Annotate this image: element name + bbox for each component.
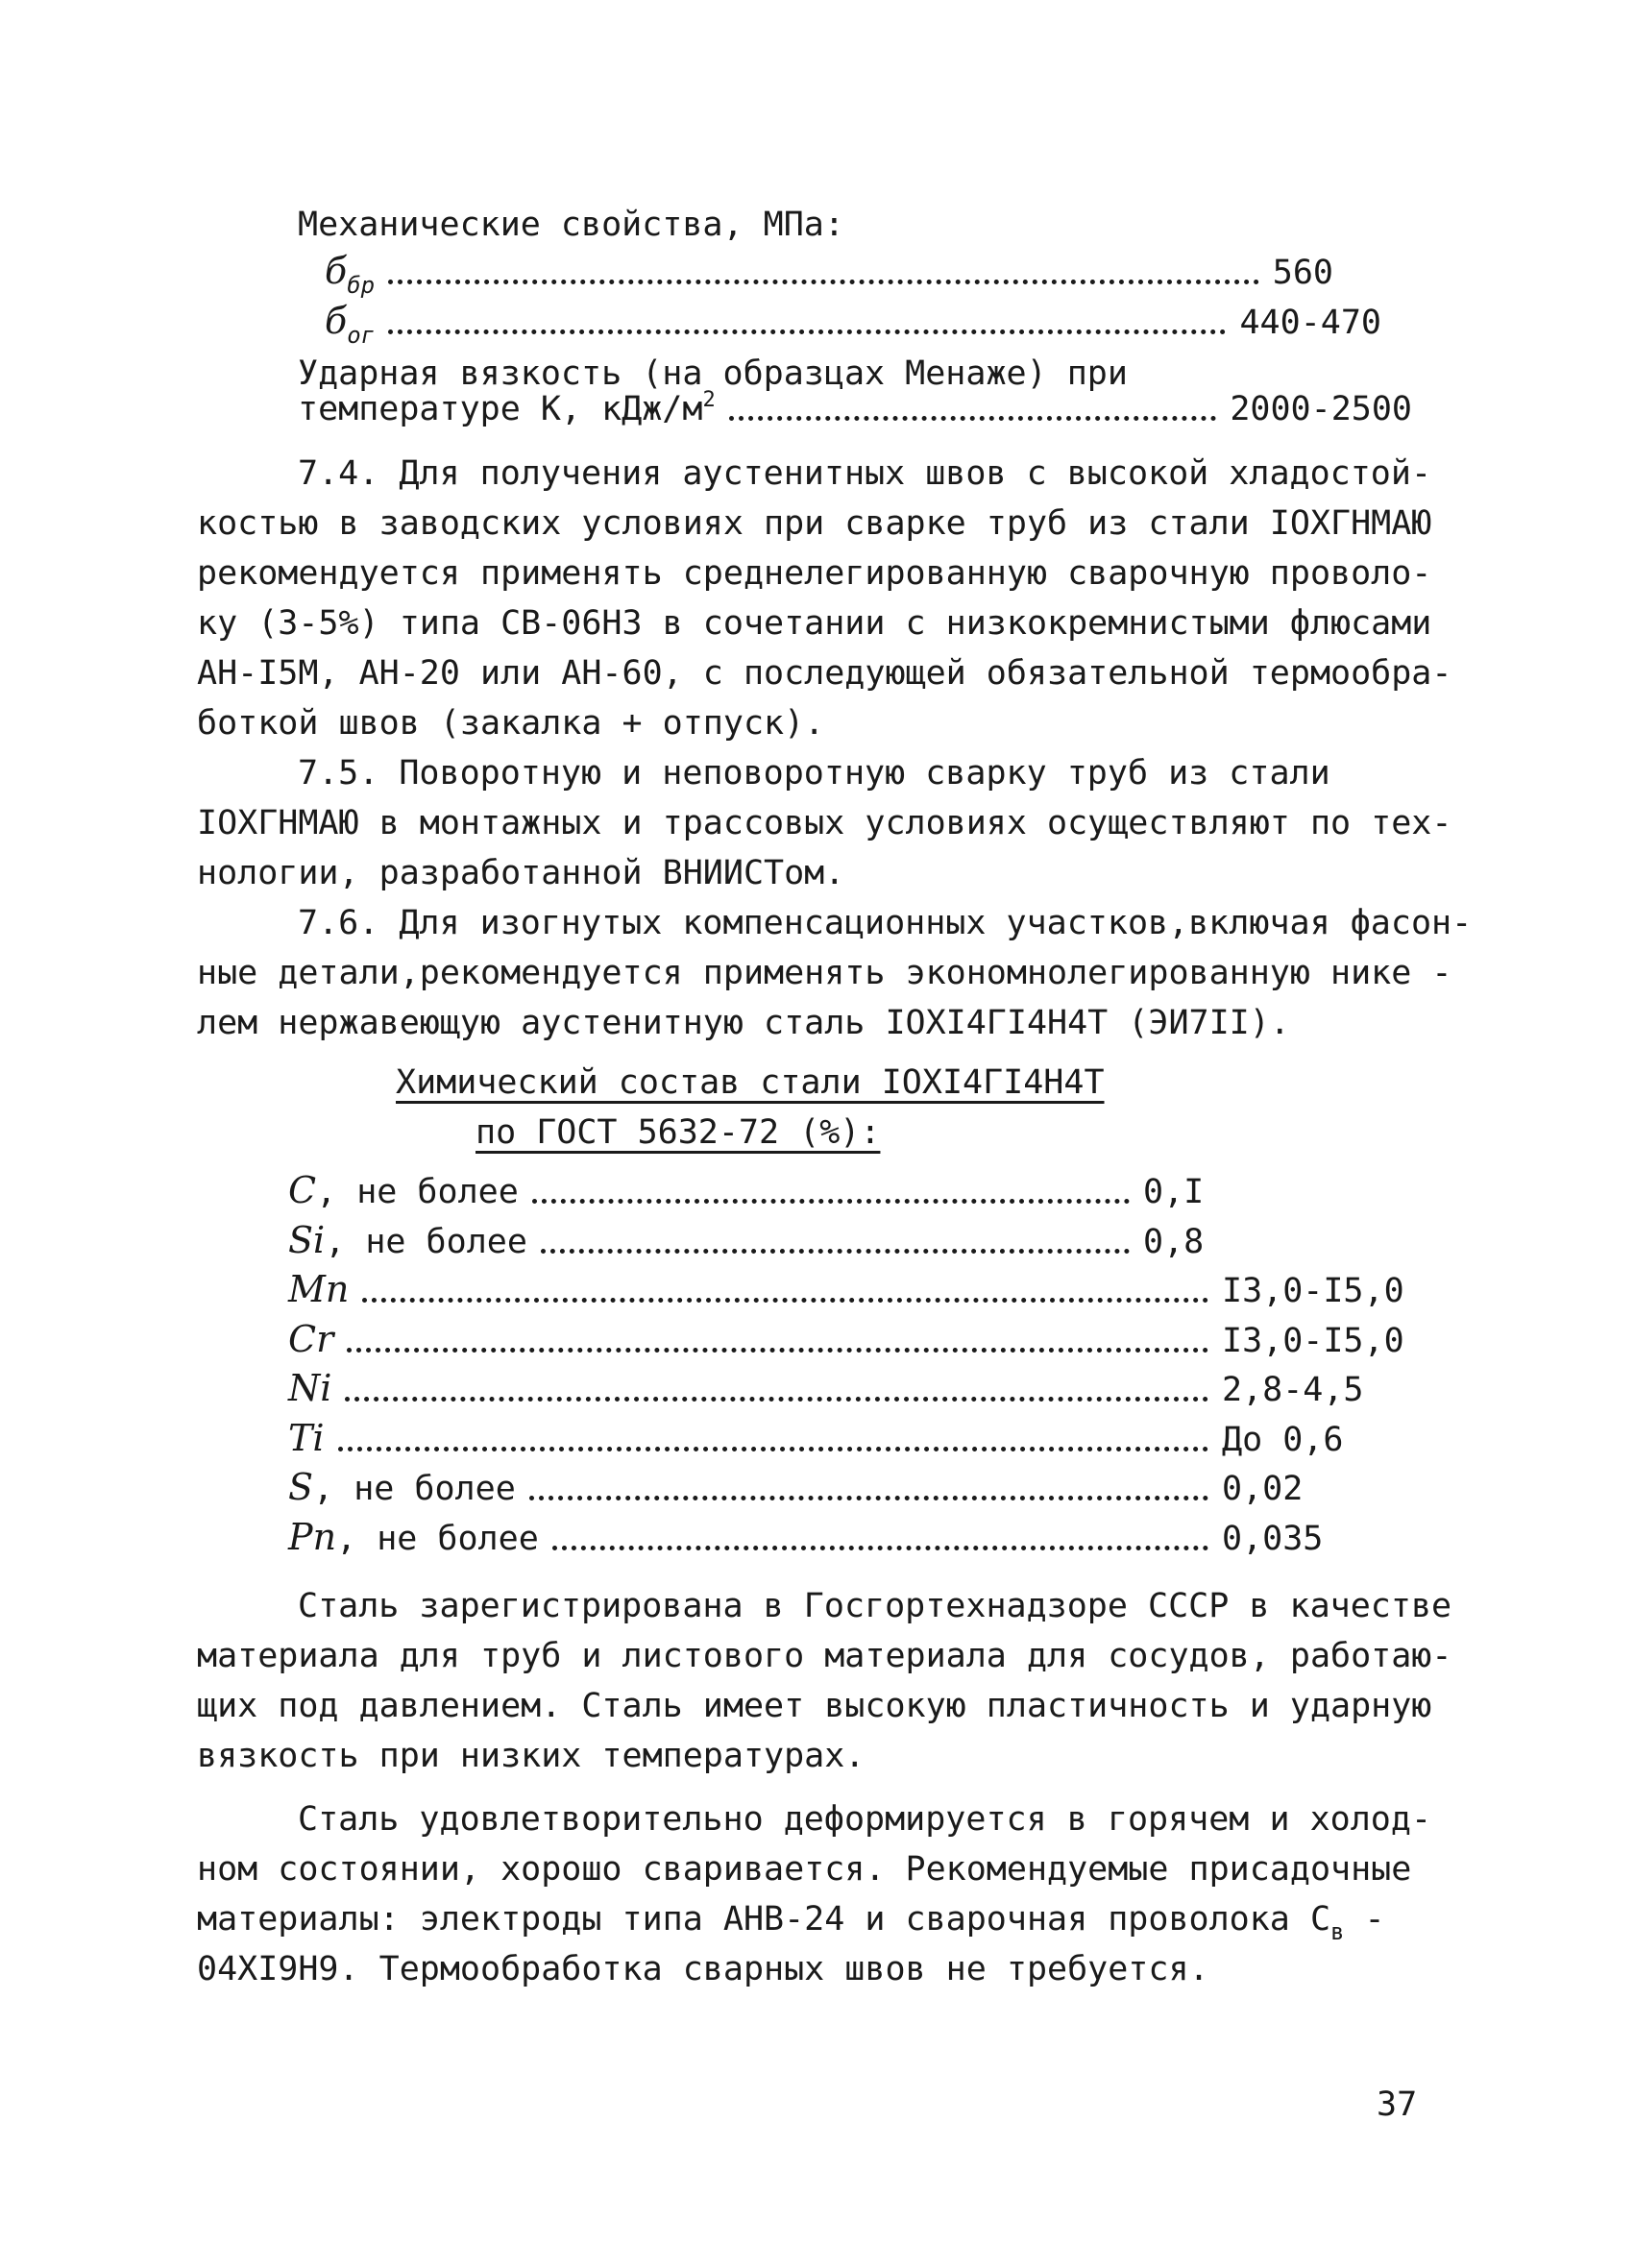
chem-row [288,1518,1414,1556]
impact-value: 2000-2500 [1230,390,1412,428]
element-value: До 0,6 [1222,1421,1344,1459]
p75-line: нологии, разработанной ВНИИСТом. [197,854,845,892]
mech-heading: Механические свойства, МПа: [298,206,844,244]
def-line: ном состоянии, хорошо сваривается. Рекомендуемые присадочные [197,1850,1412,1889]
impact-line-2: температуре К, кДж/м [298,390,703,428]
p74-line: ку (3-5%) типа СВ-06НЗ в сочетании с низкокремнистыми флюсами [197,604,1432,643]
element-value: 0,02 [1222,1470,1304,1508]
dot-leader [552,1546,1208,1550]
mech-row [325,300,1381,349]
wire-subscript: в [1330,1918,1345,1945]
def-line-3 [197,1900,1385,1945]
p76-line: ные детали,рекомендуется применять экономнолегированную нике - [197,954,1452,992]
element-value: 0,I [1143,1173,1205,1211]
chem-row [288,1320,1414,1358]
dot-leader [345,1397,1208,1402]
def-line: Сталь удовлетворительно деформируется в горячем и холод- [298,1800,1432,1839]
element-note: , не более [316,1173,519,1211]
def-line: 04ХI9Н9. Термообработка сварных швов не требуется. [197,1950,1209,1988]
dot-leader [529,1496,1208,1500]
chem-row [288,1369,1414,1407]
impact-line-1: Ударная вязкость (на образцах Менаже) при [298,354,1128,393]
mech-value: 440-470 [1239,304,1381,342]
element-symbol: Cr [288,1318,334,1360]
p74-line: костью в заводских условиях при сварке труб из стали IОХГНМАЮ [197,504,1432,543]
element-note: , не более [325,1223,527,1261]
def-line-3-end: - [1344,1900,1385,1939]
chem-row [288,1419,1414,1457]
p75-line: 7.5. Поворотную и неповоротную сварку труб из стали [298,754,1330,793]
sigma-symbol: б [325,300,348,342]
dot-leader [388,280,1259,284]
p74-line: рекомендуется применять среднелегированную сварочную проволо- [197,554,1432,593]
element-note: , не более [336,1520,539,1558]
element-symbol: Ti [288,1417,325,1459]
chem-row [288,1171,1335,1209]
chem-row [288,1221,1335,1259]
sigma-subscript: бр [347,272,376,299]
sigma-symbol: б [325,250,348,292]
sigma-subscript: ог [347,322,376,349]
chem-subtitle: по ГОСТ 5632-72 (%): [476,1113,881,1152]
chem-row [288,1270,1414,1308]
dot-leader [347,1348,1208,1353]
dot-leader [532,1199,1130,1204]
reg-line: материала для труб и листового материала для сосудов, работаю- [197,1637,1452,1675]
element-symbol: Ni [288,1367,332,1409]
element-note: , не более [313,1470,516,1508]
p74-line: 7.4. Для получения аустенитных швов с высокой хладостой- [298,454,1432,493]
element-symbol: С [288,1169,317,1211]
element-symbol: Mn [288,1268,350,1310]
impact-superscript: 2 [702,388,716,412]
p74-line: АН-I5М, АН-20 или АН-60, с последующей обязательной термообра- [197,654,1452,693]
reg-line: вязкость при низких температурах. [197,1737,866,1775]
mech-value: 560 [1272,254,1333,292]
element-value: 2,8-4,5 [1222,1371,1364,1409]
impact-row [298,388,1412,427]
element-value: 0,035 [1222,1520,1324,1558]
def-line-3-text: материалы: электроды типа АНВ-24 и сварочная проволока С [197,1900,1331,1939]
p76-line: лем нержавеющую аустенитную сталь IОХI4ГI4Н4Т (ЭИ7II). [197,1004,1290,1042]
dot-leader [388,329,1226,334]
page-number: 37 [1377,2085,1418,2124]
element-value: I3,0-I5,0 [1222,1322,1404,1360]
dot-leader [362,1298,1208,1303]
element-symbol: Si [288,1219,326,1261]
dot-leader [729,416,1217,421]
element-value: I3,0-I5,0 [1222,1272,1404,1310]
p76-line: 7.6. Для изогнутых компенсационных участков,включая фасон- [298,904,1473,942]
chem-title: Химический состав стали IОХI4ГI4Н4Т [396,1063,1105,1102]
p74-line: боткой швов (закалка + отпуск). [197,704,825,743]
dot-leader [541,1249,1130,1254]
reg-line: Сталь зарегистрирована в Госгортехнадзоре СССР в качестве [298,1587,1452,1625]
element-symbol: Рп [288,1516,337,1558]
p75-line: IОХГНМАЮ в монтажных и трассовых условиях осуществляют по тех- [197,804,1452,842]
mech-row [325,250,1333,299]
chem-row [288,1468,1414,1506]
dot-leader [338,1447,1209,1451]
element-symbol: S [288,1466,314,1508]
element-value: 0,8 [1143,1223,1205,1261]
reg-line: щих под давлением. Сталь имеет высокую пластичность и ударную [197,1687,1432,1725]
